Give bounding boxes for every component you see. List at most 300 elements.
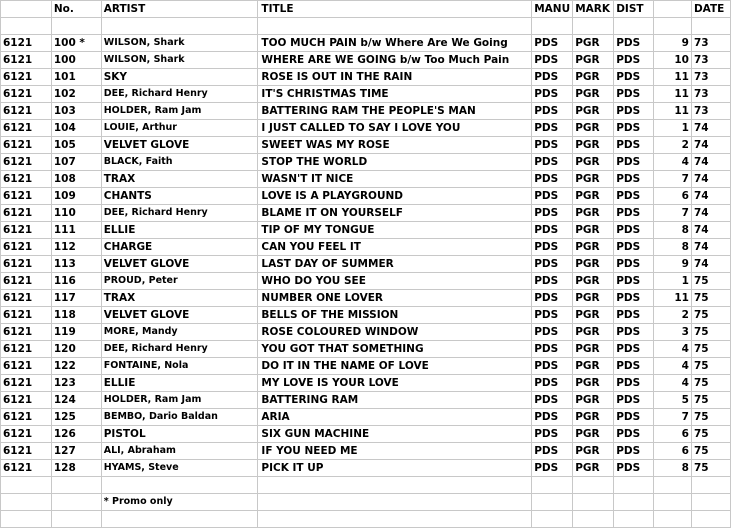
empty-cell — [258, 494, 532, 511]
artist-cell: LOUIE, Arthur — [101, 120, 258, 137]
number-cell: 109 — [51, 188, 101, 205]
empty-cell — [573, 494, 614, 511]
marketer-cell: PGR — [573, 290, 614, 307]
marketer-cell: PGR — [573, 86, 614, 103]
month-cell: 8 — [654, 239, 692, 256]
year-cell: 75 — [691, 392, 730, 409]
month-cell: 11 — [654, 86, 692, 103]
year-cell: 73 — [691, 86, 730, 103]
artist-cell: VELVET GLOVE — [101, 137, 258, 154]
column-header-artist: ARTIST — [101, 1, 258, 18]
marketer-cell: PGR — [573, 222, 614, 239]
empty-cell — [101, 511, 258, 528]
title-cell: ROSE COLOURED WINDOW — [258, 324, 532, 341]
distributor-cell: PDS — [614, 341, 654, 358]
number-cell: 101 — [51, 69, 101, 86]
distributor-cell: PDS — [614, 120, 654, 137]
number-cell: 108 — [51, 171, 101, 188]
title-cell: MY LOVE IS YOUR LOVE — [258, 375, 532, 392]
year-cell: 75 — [691, 358, 730, 375]
empty-cell — [532, 18, 573, 35]
month-cell: 6 — [654, 426, 692, 443]
marketer-cell: PGR — [573, 443, 614, 460]
empty-cell — [654, 494, 692, 511]
distributor-cell: PDS — [614, 154, 654, 171]
empty-cell — [654, 18, 692, 35]
distributor-cell: PDS — [614, 443, 654, 460]
year-cell: 74 — [691, 239, 730, 256]
table-row — [1, 188, 731, 205]
catalog-prefix-cell: 6121 — [1, 273, 52, 290]
table-row — [1, 205, 731, 222]
table-row — [1, 222, 731, 239]
artist-cell: PROUD, Peter — [101, 273, 258, 290]
manufacturer-cell: PDS — [532, 103, 573, 120]
year-cell: 75 — [691, 443, 730, 460]
catalog-prefix-cell: 6121 — [1, 137, 52, 154]
month-cell: 9 — [654, 256, 692, 273]
marketer-cell: PGR — [573, 154, 614, 171]
empty-cell — [532, 477, 573, 494]
catalog-prefix-cell: 6121 — [1, 52, 52, 69]
title-cell: BATTERING RAM — [258, 392, 532, 409]
month-cell: 9 — [654, 35, 692, 52]
table-row — [1, 460, 731, 477]
catalog-prefix-cell: 6121 — [1, 290, 52, 307]
title-cell: BLAME IT ON YOURSELF — [258, 205, 532, 222]
manufacturer-cell: PDS — [532, 154, 573, 171]
catalog-prefix-cell: 6121 — [1, 392, 52, 409]
marketer-cell: PGR — [573, 256, 614, 273]
marketer-cell: PGR — [573, 392, 614, 409]
number-cell: 104 — [51, 120, 101, 137]
manufacturer-cell: PDS — [532, 69, 573, 86]
blank-row — [1, 18, 731, 35]
distributor-cell: PDS — [614, 239, 654, 256]
marketer-cell: PGR — [573, 171, 614, 188]
distributor-cell: PDS — [614, 205, 654, 222]
marketer-cell: PGR — [573, 35, 614, 52]
marketer-cell: PGR — [573, 239, 614, 256]
month-cell: 1 — [654, 273, 692, 290]
table-row — [1, 137, 731, 154]
manufacturer-cell: PDS — [532, 120, 573, 137]
table-row — [1, 307, 731, 324]
empty-cell — [614, 511, 654, 528]
marketer-cell: PGR — [573, 307, 614, 324]
manufacturer-cell: PDS — [532, 188, 573, 205]
table-row — [1, 69, 731, 86]
table-row — [1, 256, 731, 273]
column-header-catalog-prefix — [1, 1, 52, 18]
year-cell: 75 — [691, 341, 730, 358]
catalog-prefix-cell: 6121 — [1, 341, 52, 358]
month-cell: 4 — [654, 341, 692, 358]
artist-cell: ELLIE — [101, 375, 258, 392]
artist-cell: ALI, Abraham — [101, 443, 258, 460]
table-row — [1, 392, 731, 409]
column-header-number: No. — [51, 1, 101, 18]
year-cell: 75 — [691, 273, 730, 290]
number-cell: 116 — [51, 273, 101, 290]
title-cell: SIX GUN MACHINE — [258, 426, 532, 443]
table-row — [1, 273, 731, 290]
year-cell: 74 — [691, 171, 730, 188]
empty-cell — [614, 18, 654, 35]
number-cell: 120 — [51, 341, 101, 358]
marketer-cell: PGR — [573, 137, 614, 154]
empty-cell — [654, 511, 692, 528]
catalog-prefix-cell: 6121 — [1, 222, 52, 239]
catalog-prefix-cell: 6121 — [1, 188, 52, 205]
distributor-cell: PDS — [614, 426, 654, 443]
year-cell: 73 — [691, 103, 730, 120]
month-cell: 6 — [654, 188, 692, 205]
month-cell: 11 — [654, 103, 692, 120]
artist-cell: DEE, Richard Henry — [101, 205, 258, 222]
table-row — [1, 409, 731, 426]
table-row — [1, 341, 731, 358]
artist-cell: BEMBO, Dario Baldan — [101, 409, 258, 426]
month-cell: 2 — [654, 137, 692, 154]
catalog-prefix-cell: 6121 — [1, 460, 52, 477]
marketer-cell: PGR — [573, 324, 614, 341]
month-cell: 11 — [654, 69, 692, 86]
manufacturer-cell: PDS — [532, 392, 573, 409]
catalog-prefix-cell: 6121 — [1, 358, 52, 375]
empty-cell — [258, 477, 532, 494]
title-cell: LOVE IS A PLAYGROUND — [258, 188, 532, 205]
catalog-prefix-cell: 6121 — [1, 409, 52, 426]
number-cell: 124 — [51, 392, 101, 409]
empty-cell — [258, 18, 532, 35]
title-cell: BELLS OF THE MISSION — [258, 307, 532, 324]
month-cell: 5 — [654, 392, 692, 409]
month-cell: 7 — [654, 409, 692, 426]
artist-cell: DEE, Richard Henry — [101, 341, 258, 358]
catalog-prefix-cell: 6121 — [1, 256, 52, 273]
distributor-cell: PDS — [614, 290, 654, 307]
catalog-prefix-cell: 6121 — [1, 120, 52, 137]
year-cell: 74 — [691, 256, 730, 273]
column-header-manufacturer: MANU — [532, 1, 573, 18]
month-cell: 8 — [654, 222, 692, 239]
title-cell: ARIA — [258, 409, 532, 426]
title-cell: YOU GOT THAT SOMETHING — [258, 341, 532, 358]
empty-cell — [691, 18, 730, 35]
catalog-prefix-cell: 6121 — [1, 375, 52, 392]
marketer-cell: PGR — [573, 358, 614, 375]
distributor-cell: PDS — [614, 307, 654, 324]
number-cell: 122 — [51, 358, 101, 375]
manufacturer-cell: PDS — [532, 171, 573, 188]
artist-cell: DEE, Richard Henry — [101, 86, 258, 103]
distributor-cell: PDS — [614, 358, 654, 375]
table-row — [1, 375, 731, 392]
year-cell: 75 — [691, 426, 730, 443]
manufacturer-cell: PDS — [532, 52, 573, 69]
month-cell: 3 — [654, 324, 692, 341]
year-cell: 75 — [691, 375, 730, 392]
number-cell: 100 * — [51, 35, 101, 52]
table-row — [1, 86, 731, 103]
artist-cell: WILSON, Shark — [101, 52, 258, 69]
marketer-cell: PGR — [573, 409, 614, 426]
year-cell: 73 — [691, 35, 730, 52]
title-cell: IF YOU NEED ME — [258, 443, 532, 460]
catalog-prefix-cell: 6121 — [1, 307, 52, 324]
number-cell: 110 — [51, 205, 101, 222]
artist-cell: CHARGE — [101, 239, 258, 256]
number-cell: 111 — [51, 222, 101, 239]
empty-cell — [1, 18, 52, 35]
manufacturer-cell: PDS — [532, 290, 573, 307]
distributor-cell: PDS — [614, 35, 654, 52]
marketer-cell: PGR — [573, 341, 614, 358]
title-cell: DO IT IN THE NAME OF LOVE — [258, 358, 532, 375]
month-cell: 7 — [654, 171, 692, 188]
column-header-year: DATE — [691, 1, 730, 18]
title-cell: TIP OF MY TONGUE — [258, 222, 532, 239]
table-row — [1, 35, 731, 52]
empty-cell — [101, 18, 258, 35]
month-cell: 4 — [654, 154, 692, 171]
manufacturer-cell: PDS — [532, 35, 573, 52]
table-row — [1, 358, 731, 375]
number-cell: 100 — [51, 52, 101, 69]
title-cell: WASN'T IT NICE — [258, 171, 532, 188]
title-cell: WHO DO YOU SEE — [258, 273, 532, 290]
artist-cell: MORE, Mandy — [101, 324, 258, 341]
empty-cell — [1, 494, 52, 511]
catalog-prefix-cell: 6121 — [1, 69, 52, 86]
title-cell: CAN YOU FEEL IT — [258, 239, 532, 256]
marketer-cell: PGR — [573, 52, 614, 69]
distributor-cell: PDS — [614, 69, 654, 86]
manufacturer-cell: PDS — [532, 341, 573, 358]
manufacturer-cell: PDS — [532, 443, 573, 460]
artist-cell: BLACK, Faith — [101, 154, 258, 171]
distributor-cell: PDS — [614, 86, 654, 103]
table-row — [1, 52, 731, 69]
empty-cell — [51, 511, 101, 528]
manufacturer-cell: PDS — [532, 460, 573, 477]
distributor-cell: PDS — [614, 137, 654, 154]
empty-cell — [573, 511, 614, 528]
column-header-title: TITLE — [258, 1, 532, 18]
marketer-cell: PGR — [573, 188, 614, 205]
title-cell: WHERE ARE WE GOING b/w Too Much Pain — [258, 52, 532, 69]
distributor-cell: PDS — [614, 188, 654, 205]
table-row — [1, 324, 731, 341]
empty-cell — [573, 477, 614, 494]
artist-cell: VELVET GLOVE — [101, 256, 258, 273]
empty-cell — [51, 477, 101, 494]
artist-cell: PISTOL — [101, 426, 258, 443]
blank-row — [1, 511, 731, 528]
artist-cell: SKY — [101, 69, 258, 86]
column-header-month — [654, 1, 692, 18]
distributor-cell: PDS — [614, 171, 654, 188]
table-row — [1, 154, 731, 171]
distributor-cell: PDS — [614, 103, 654, 120]
title-cell: NUMBER ONE LOVER — [258, 290, 532, 307]
year-cell: 73 — [691, 52, 730, 69]
number-cell: 112 — [51, 239, 101, 256]
catalog-prefix-cell: 6121 — [1, 171, 52, 188]
empty-cell — [614, 494, 654, 511]
title-cell: ROSE IS OUT IN THE RAIN — [258, 69, 532, 86]
distributor-cell: PDS — [614, 392, 654, 409]
number-cell: 119 — [51, 324, 101, 341]
year-cell: 74 — [691, 222, 730, 239]
marketer-cell: PGR — [573, 375, 614, 392]
marketer-cell: PGR — [573, 120, 614, 137]
title-cell: TOO MUCH PAIN b/w Where Are We Going — [258, 35, 532, 52]
distributor-cell: PDS — [614, 222, 654, 239]
table-row — [1, 443, 731, 460]
year-cell: 75 — [691, 307, 730, 324]
manufacturer-cell: PDS — [532, 375, 573, 392]
catalog-prefix-cell: 6121 — [1, 239, 52, 256]
table-row — [1, 290, 731, 307]
title-cell: BATTERING RAM THE PEOPLE'S MAN — [258, 103, 532, 120]
empty-cell — [258, 511, 532, 528]
manufacturer-cell: PDS — [532, 426, 573, 443]
artist-cell: TRAX — [101, 171, 258, 188]
distributor-cell: PDS — [614, 375, 654, 392]
month-cell: 1 — [654, 120, 692, 137]
catalog-prefix-cell: 6121 — [1, 35, 52, 52]
catalog-prefix-cell: 6121 — [1, 426, 52, 443]
title-cell: I JUST CALLED TO SAY I LOVE YOU — [258, 120, 532, 137]
catalog-prefix-cell: 6121 — [1, 103, 52, 120]
header-row — [1, 1, 731, 18]
catalog-prefix-cell: 6121 — [1, 205, 52, 222]
distributor-cell: PDS — [614, 273, 654, 290]
number-cell: 118 — [51, 307, 101, 324]
number-cell: 125 — [51, 409, 101, 426]
manufacturer-cell: PDS — [532, 137, 573, 154]
number-cell: 105 — [51, 137, 101, 154]
year-cell: 74 — [691, 137, 730, 154]
title-cell: STOP THE WORLD — [258, 154, 532, 171]
year-cell: 74 — [691, 154, 730, 171]
title-cell: IT'S CHRISTMAS TIME — [258, 86, 532, 103]
empty-cell — [614, 477, 654, 494]
artist-cell: HOLDER, Ram Jam — [101, 392, 258, 409]
number-cell: 102 — [51, 86, 101, 103]
footnote: * Promo only — [101, 494, 258, 511]
table-row — [1, 120, 731, 137]
artist-cell: HYAMS, Steve — [101, 460, 258, 477]
month-cell: 6 — [654, 443, 692, 460]
month-cell: 10 — [654, 52, 692, 69]
catalog-prefix-cell: 6121 — [1, 324, 52, 341]
artist-cell: CHANTS — [101, 188, 258, 205]
number-cell: 103 — [51, 103, 101, 120]
title-cell: SWEET WAS MY ROSE — [258, 137, 532, 154]
column-header-marketer: MARK — [573, 1, 614, 18]
month-cell: 4 — [654, 358, 692, 375]
artist-cell: FONTAINE, Nola — [101, 358, 258, 375]
empty-cell — [691, 477, 730, 494]
table-row — [1, 103, 731, 120]
number-cell: 127 — [51, 443, 101, 460]
title-cell: LAST DAY OF SUMMER — [258, 256, 532, 273]
catalog-prefix-cell: 6121 — [1, 86, 52, 103]
number-cell: 123 — [51, 375, 101, 392]
marketer-cell: PGR — [573, 69, 614, 86]
distributor-cell: PDS — [614, 324, 654, 341]
catalog-prefix-cell: 6121 — [1, 443, 52, 460]
table-row — [1, 239, 731, 256]
number-cell: 107 — [51, 154, 101, 171]
number-cell: 128 — [51, 460, 101, 477]
empty-cell — [101, 477, 258, 494]
year-cell: 74 — [691, 205, 730, 222]
year-cell: 75 — [691, 460, 730, 477]
year-cell: 75 — [691, 324, 730, 341]
distributor-cell: PDS — [614, 409, 654, 426]
manufacturer-cell: PDS — [532, 256, 573, 273]
manufacturer-cell: PDS — [532, 409, 573, 426]
marketer-cell: PGR — [573, 460, 614, 477]
table-row — [1, 171, 731, 188]
year-cell: 75 — [691, 409, 730, 426]
year-cell: 74 — [691, 120, 730, 137]
manufacturer-cell: PDS — [532, 239, 573, 256]
manufacturer-cell: PDS — [532, 307, 573, 324]
footnote-row — [1, 494, 731, 511]
artist-cell: WILSON, Shark — [101, 35, 258, 52]
number-cell: 113 — [51, 256, 101, 273]
marketer-cell: PGR — [573, 273, 614, 290]
manufacturer-cell: PDS — [532, 358, 573, 375]
catalog-prefix-cell: 6121 — [1, 154, 52, 171]
manufacturer-cell: PDS — [532, 222, 573, 239]
empty-cell — [51, 494, 101, 511]
number-cell: 117 — [51, 290, 101, 307]
table-row — [1, 426, 731, 443]
marketer-cell: PGR — [573, 426, 614, 443]
manufacturer-cell: PDS — [532, 86, 573, 103]
empty-cell — [573, 18, 614, 35]
month-cell: 8 — [654, 460, 692, 477]
distributor-cell: PDS — [614, 256, 654, 273]
year-cell: 74 — [691, 188, 730, 205]
artist-cell: TRAX — [101, 290, 258, 307]
month-cell: 7 — [654, 205, 692, 222]
month-cell: 4 — [654, 375, 692, 392]
number-cell: 126 — [51, 426, 101, 443]
artist-cell: VELVET GLOVE — [101, 307, 258, 324]
marketer-cell: PGR — [573, 103, 614, 120]
empty-cell — [1, 477, 52, 494]
empty-cell — [691, 511, 730, 528]
marketer-cell: PGR — [573, 205, 614, 222]
title-cell: PICK IT UP — [258, 460, 532, 477]
manufacturer-cell: PDS — [532, 273, 573, 290]
empty-cell — [532, 494, 573, 511]
column-header-distributor: DIST — [614, 1, 654, 18]
empty-cell — [532, 511, 573, 528]
year-cell: 75 — [691, 290, 730, 307]
empty-cell — [51, 18, 101, 35]
artist-cell: HOLDER, Ram Jam — [101, 103, 258, 120]
month-cell: 11 — [654, 290, 692, 307]
empty-cell — [1, 511, 52, 528]
